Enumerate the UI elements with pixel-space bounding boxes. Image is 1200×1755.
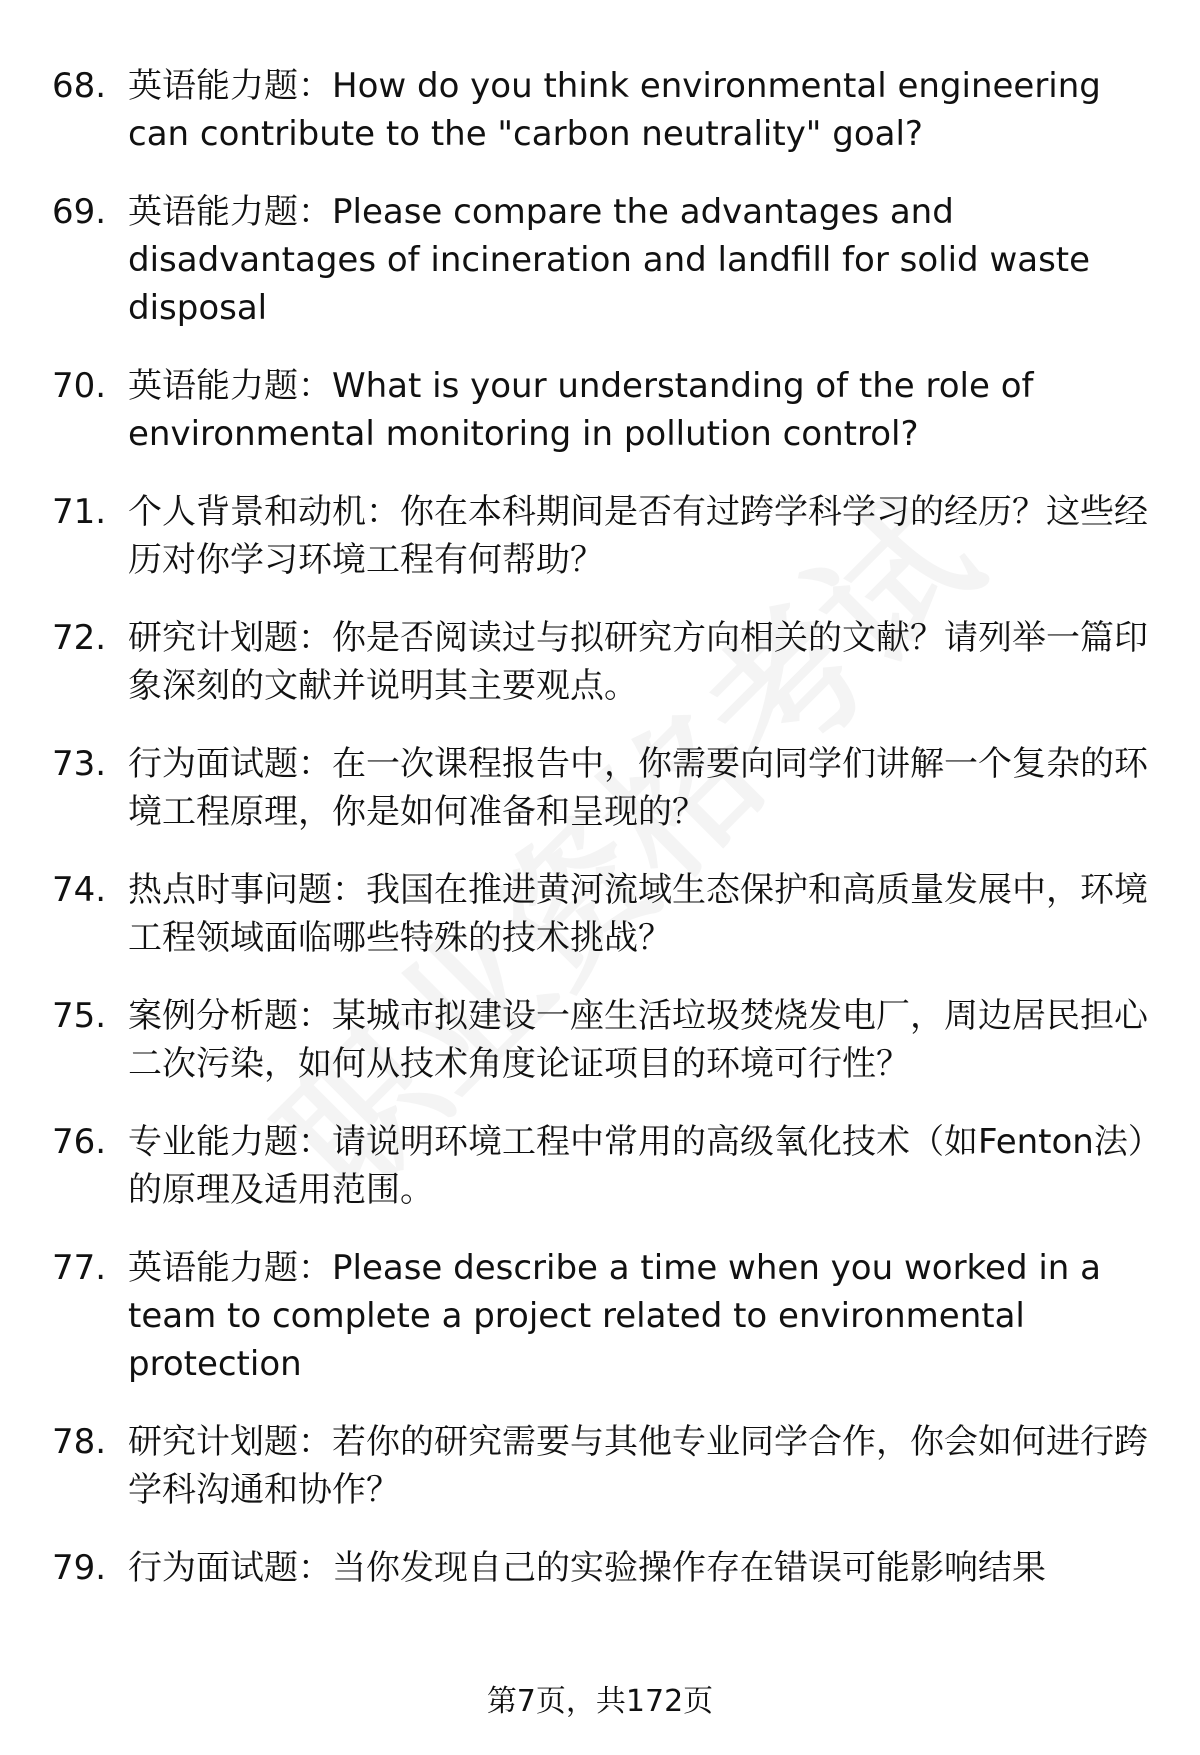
question-number: 77. <box>52 1248 107 1288</box>
question-number: 71. <box>52 492 107 532</box>
list-item <box>52 1244 1162 1388</box>
question-text: 行为面试题：当你发现自己的实验操作存在错误可能影响结果 <box>128 1548 1046 1588</box>
list-item <box>52 488 1162 584</box>
question-text: 英语能力题：What is your understanding of the role of environmental monitoring in pollution control? <box>128 366 1034 454</box>
question-number: 69. <box>52 192 107 232</box>
question-text: 专业能力题：请说明环境工程中常用的高级氧化技术（如Fenton法）的原理及适用范围。 <box>128 1122 1162 1210</box>
question-text: 案例分析题：某城市拟建设一座生活垃圾焚烧发电厂，周边居民担心二次污染，如何从技术角度论证项目的环境可行性？ <box>128 996 1148 1084</box>
list-item <box>52 188 1162 332</box>
list-item <box>52 866 1162 962</box>
question-number: 76. <box>52 1122 107 1162</box>
question-number: 78. <box>52 1422 107 1462</box>
list-item <box>52 1118 1162 1214</box>
question-number: 70. <box>52 366 107 406</box>
question-number: 74. <box>52 870 107 910</box>
question-number: 72. <box>52 618 107 658</box>
list-item <box>52 62 1162 158</box>
list-item <box>52 362 1162 458</box>
list-item <box>52 1544 1162 1592</box>
question-text: 个人背景和动机：你在本科期间是否有过跨学科学习的经历？这些经历对你学习环境工程有何帮助？ <box>128 492 1148 580</box>
question-list <box>52 62 1162 1622</box>
list-item <box>52 740 1162 836</box>
question-number: 68. <box>52 66 107 106</box>
question-text: 英语能力题：How do you think environmental engineering can contribute to the "carbon neutrality" goal? <box>128 66 1101 154</box>
question-text: 研究计划题：你是否阅读过与拟研究方向相关的文献？请列举一篇印象深刻的文献并说明其主要观点。 <box>128 618 1148 706</box>
question-text: 英语能力题：Please describe a time when you worked in a team to complete a project related to environmental protection <box>128 1248 1101 1384</box>
question-number: 75. <box>52 996 107 1036</box>
question-text: 热点时事问题：我国在推进黄河流域生态保护和高质量发展中，环境工程领域面临哪些特殊的技术挑战？ <box>128 870 1148 958</box>
list-item <box>52 1418 1162 1514</box>
question-text: 英语能力题：Please compare the advantages and disadvantages of incineration and landfill for solid waste disposal <box>128 192 1091 328</box>
page-number: 第7页，共172页 <box>486 1684 714 1719</box>
question-text: 研究计划题：若你的研究需要与其他专业同学合作，你会如何进行跨学科沟通和协作？ <box>128 1422 1148 1510</box>
list-item <box>52 614 1162 710</box>
list-item <box>52 992 1162 1088</box>
question-text: 行为面试题：在一次课程报告中，你需要向同学们讲解一个复杂的环境工程原理，你是如何准备和呈现的？ <box>128 744 1148 832</box>
question-number: 79. <box>52 1548 107 1588</box>
question-number: 73. <box>52 744 107 784</box>
